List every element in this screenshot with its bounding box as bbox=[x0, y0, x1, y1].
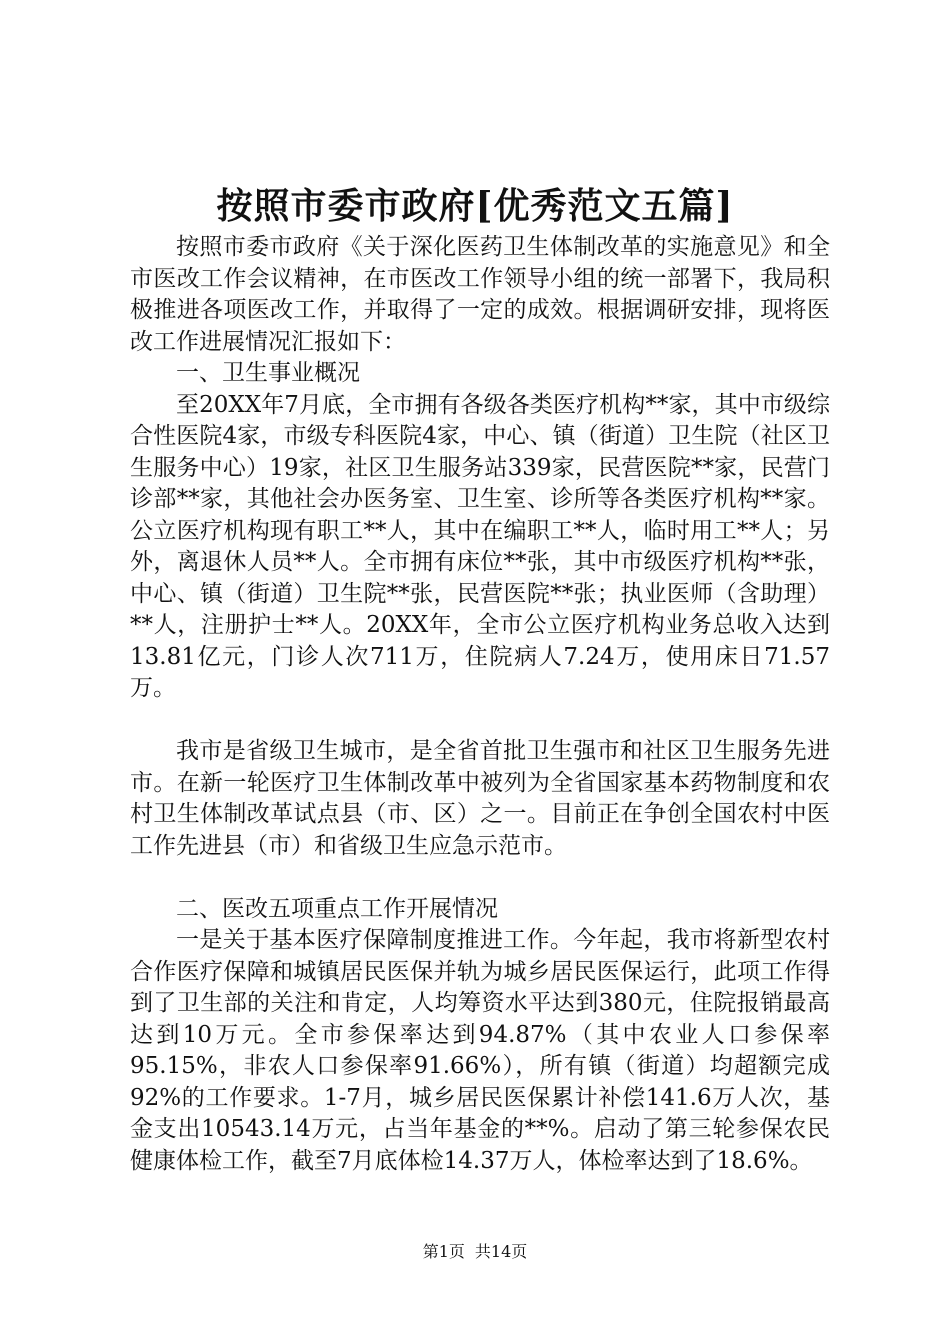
document-title: 按照市委市政府[优秀范文五篇] bbox=[216, 185, 734, 227]
page-footer bbox=[0, 1242, 950, 1262]
body-paragraph: 一是关于基本医疗保障制度推进工作。今年起，我市将新型农村合作医疗保障和城镇居民医保并轨为城乡居民医保运行，此项工作得到了卫生部的关注和肯定，人均筹资水平达到380元，住院报销最高达到10万元。全市参保率达到94.87%（其中农业人口参保率95.15%，非农人口参保率91.66%），所有镇（街道）均超额完成92%的工作要求。1-7月，城乡居民医保累计补偿141.6万人次，基金支出10543.14万元，占当年基金的**%。启动了第三轮参保农民健康体检工作，截至7月底体检14.37万人，体检率达到了18.6%。 bbox=[130, 927, 830, 1174]
section-heading: 一、卫生事业概况 bbox=[176, 360, 360, 386]
section-heading: 二、医改五项重点工作开展情况 bbox=[176, 895, 498, 922]
body-paragraph: 至20XX年7月底，全市拥有各级各类医疗机构**家，其中市级综合性医院4家，市级专科医院4家，中心、镇（街道）卫生院（社区卫生服务中心）19家，社区卫生服务站339家，民营医院**家，民营门诊部**家，其他社会办医务室、卫生室、诊所等各类医疗机构**家。公立医疗机构现有职工**人，其中在编职工**人，临时用工**人；另外，离退休人员**人。全市拥有床位**张，其中市级医疗机构**张，中心、镇（街道）卫生院**张，民营医院**张；执业医师（含助理）**人，注册护士**人。20XX年，全市公立医疗机构业务总收入达到13.81亿元，门诊人次711万，住院病人7.24万，使用床日71.57万。 bbox=[130, 391, 830, 701]
page-total: 共14页 bbox=[474, 1242, 528, 1261]
body-paragraph: 我市是省级卫生城市，是全省首批卫生强市和社区卫生服务先进市。在新一轮医疗卫生体制改革中被列为全省国家基本药物制度和农村卫生体制改革试点县（市、区）之一。目前正在争创全国农村中医工作先进县（市）和省级卫生应急示范市。 bbox=[130, 738, 830, 859]
page-number: 第1页 bbox=[422, 1242, 465, 1261]
document-body bbox=[130, 232, 830, 1177]
intro-paragraph: 按照市委市政府《关于深化医药卫生体制改革的实施意见》和全市医改工作会议精神，在市医改工作领导小组的统一部署下，我局积极推进各项医改工作，并取得了一定的成效。根据调研安排，现将医改工作进展情况汇报如下： bbox=[130, 234, 830, 355]
